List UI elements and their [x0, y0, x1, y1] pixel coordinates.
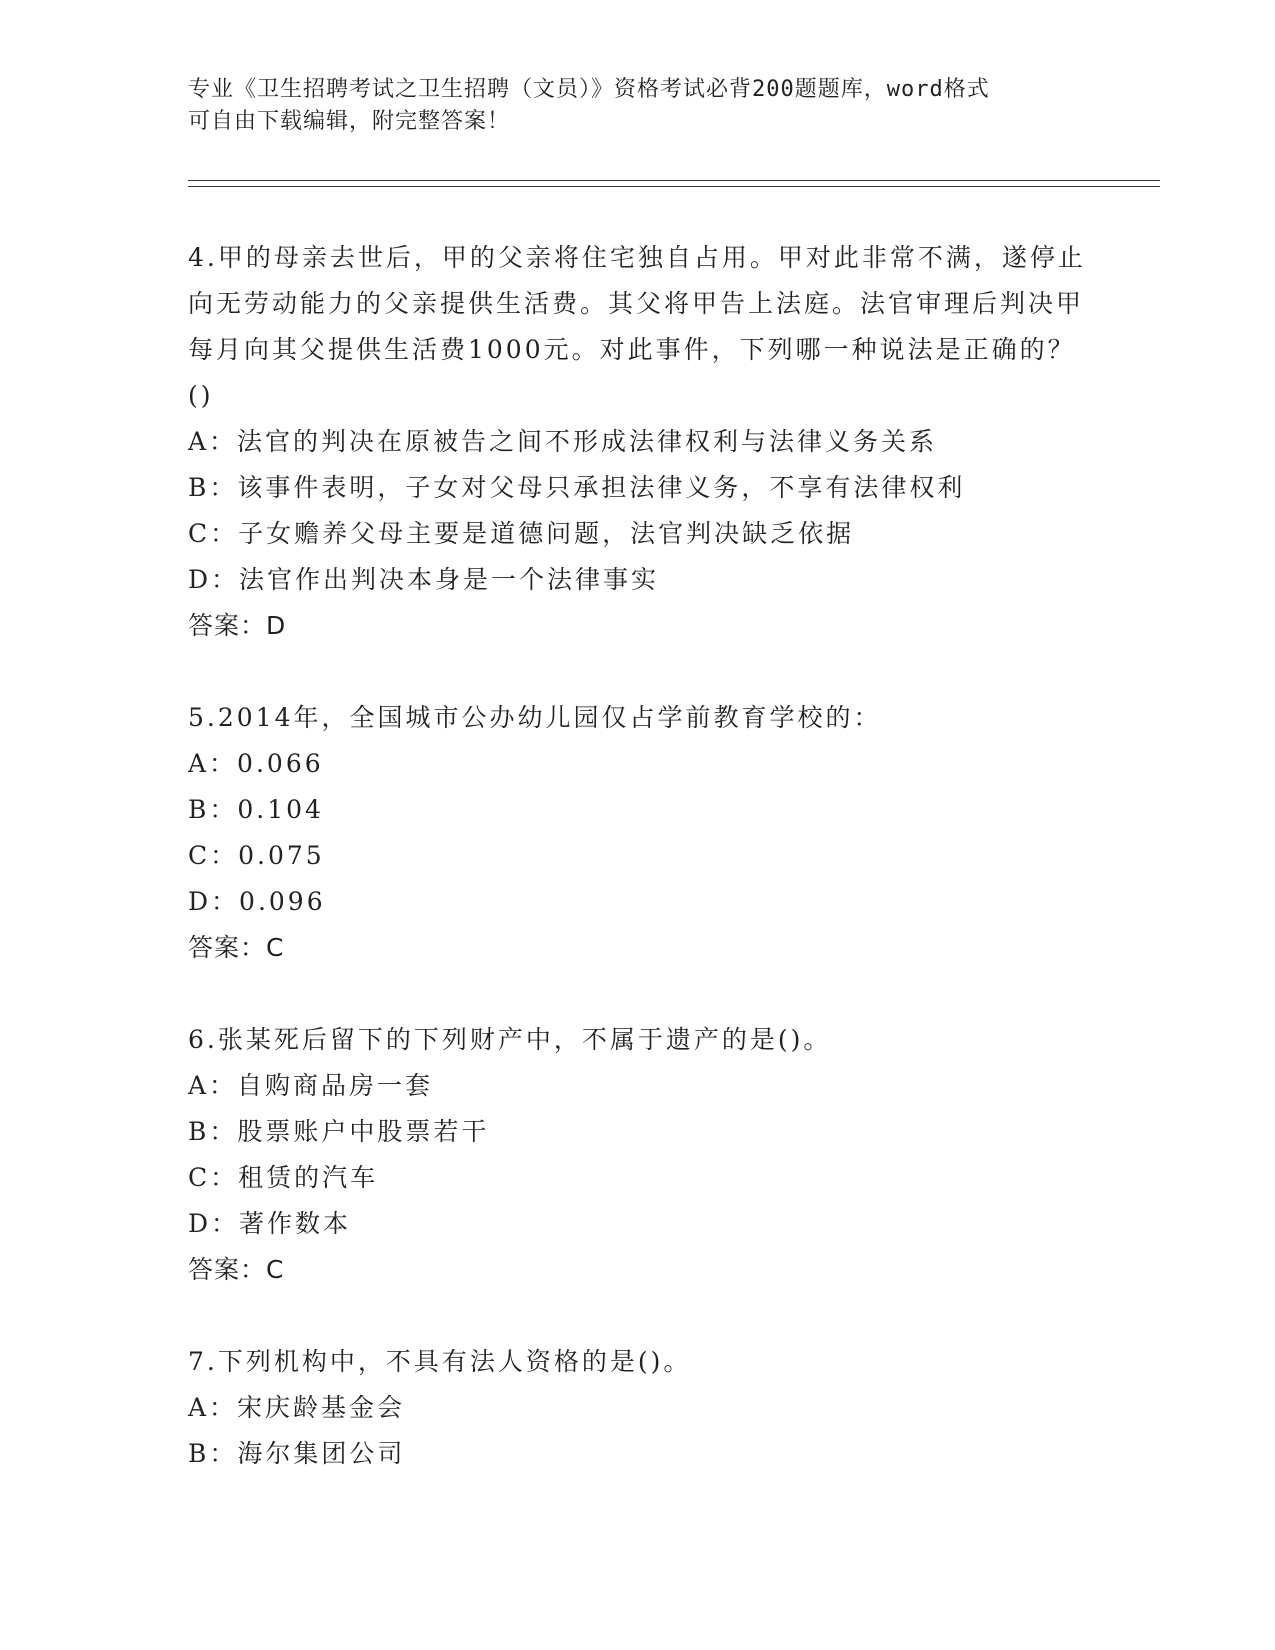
option-b: B：0.104: [188, 795, 324, 824]
option-a: A：0.066: [188, 749, 324, 778]
question-stem: 5.2014年，全国城市公办幼儿园仅占学前教育学校的：: [188, 703, 882, 732]
header-rule-bottom: [188, 186, 1160, 187]
option-d: D：法官作出判决本身是一个法律事实: [188, 565, 660, 594]
option-a: A：法官的判决在原被告之间不形成法律权利与法律义务关系: [188, 427, 938, 456]
option-b: B：股票账户中股票若干: [188, 1117, 490, 1146]
header-rule-top: [188, 180, 1160, 181]
question-7: [188, 1339, 1088, 1477]
question-stem: 6.张某死后留下的下列财产中，不属于遗产的是()。: [188, 1025, 832, 1054]
option-d: D：0.096: [188, 887, 326, 916]
question-5: [188, 695, 1088, 971]
header-line-1: 专业《卫生招聘考试之卫生招聘（文员）》资格考试必背200题题库，word格式: [188, 77, 990, 102]
option-d: D：著作数本: [188, 1209, 352, 1238]
option-b: B：海尔集团公司: [188, 1439, 406, 1468]
option-c: C：0.075: [188, 841, 325, 870]
option-c: C：子女赡养父母主要是道德问题，法官判决缺乏依据: [188, 519, 855, 548]
answer: 答案：C: [188, 933, 285, 962]
question-list: [188, 235, 1088, 1477]
option-a: A：宋庆龄基金会: [188, 1393, 406, 1422]
header-line-2: 可自由下载编辑，附完整答案！: [188, 109, 511, 134]
question-4: [188, 235, 1088, 649]
question-6: [188, 1017, 1088, 1293]
question-stem: 4.甲的母亲去世后，甲的父亲将住宅独自占用。甲对此非常不满，遂停止向无劳动能力的父亲提供生活费。其父将甲告上法庭。法官审理后判决甲每月向其父提供生活费1000元。对此事件，下列哪一种说法是正确的？(): [188, 243, 1086, 410]
document-header: [188, 74, 1088, 138]
option-c: C：租赁的汽车: [188, 1163, 379, 1192]
answer: 答案：C: [188, 1255, 285, 1284]
option-a: A：自购商品房一套: [188, 1071, 434, 1100]
option-b: B：该事件表明，子女对父母只承担法律义务，不享有法律权利: [188, 473, 966, 502]
answer: 答案：D: [188, 611, 287, 640]
question-stem: 7.下列机构中，不具有法人资格的是()。: [188, 1347, 692, 1376]
